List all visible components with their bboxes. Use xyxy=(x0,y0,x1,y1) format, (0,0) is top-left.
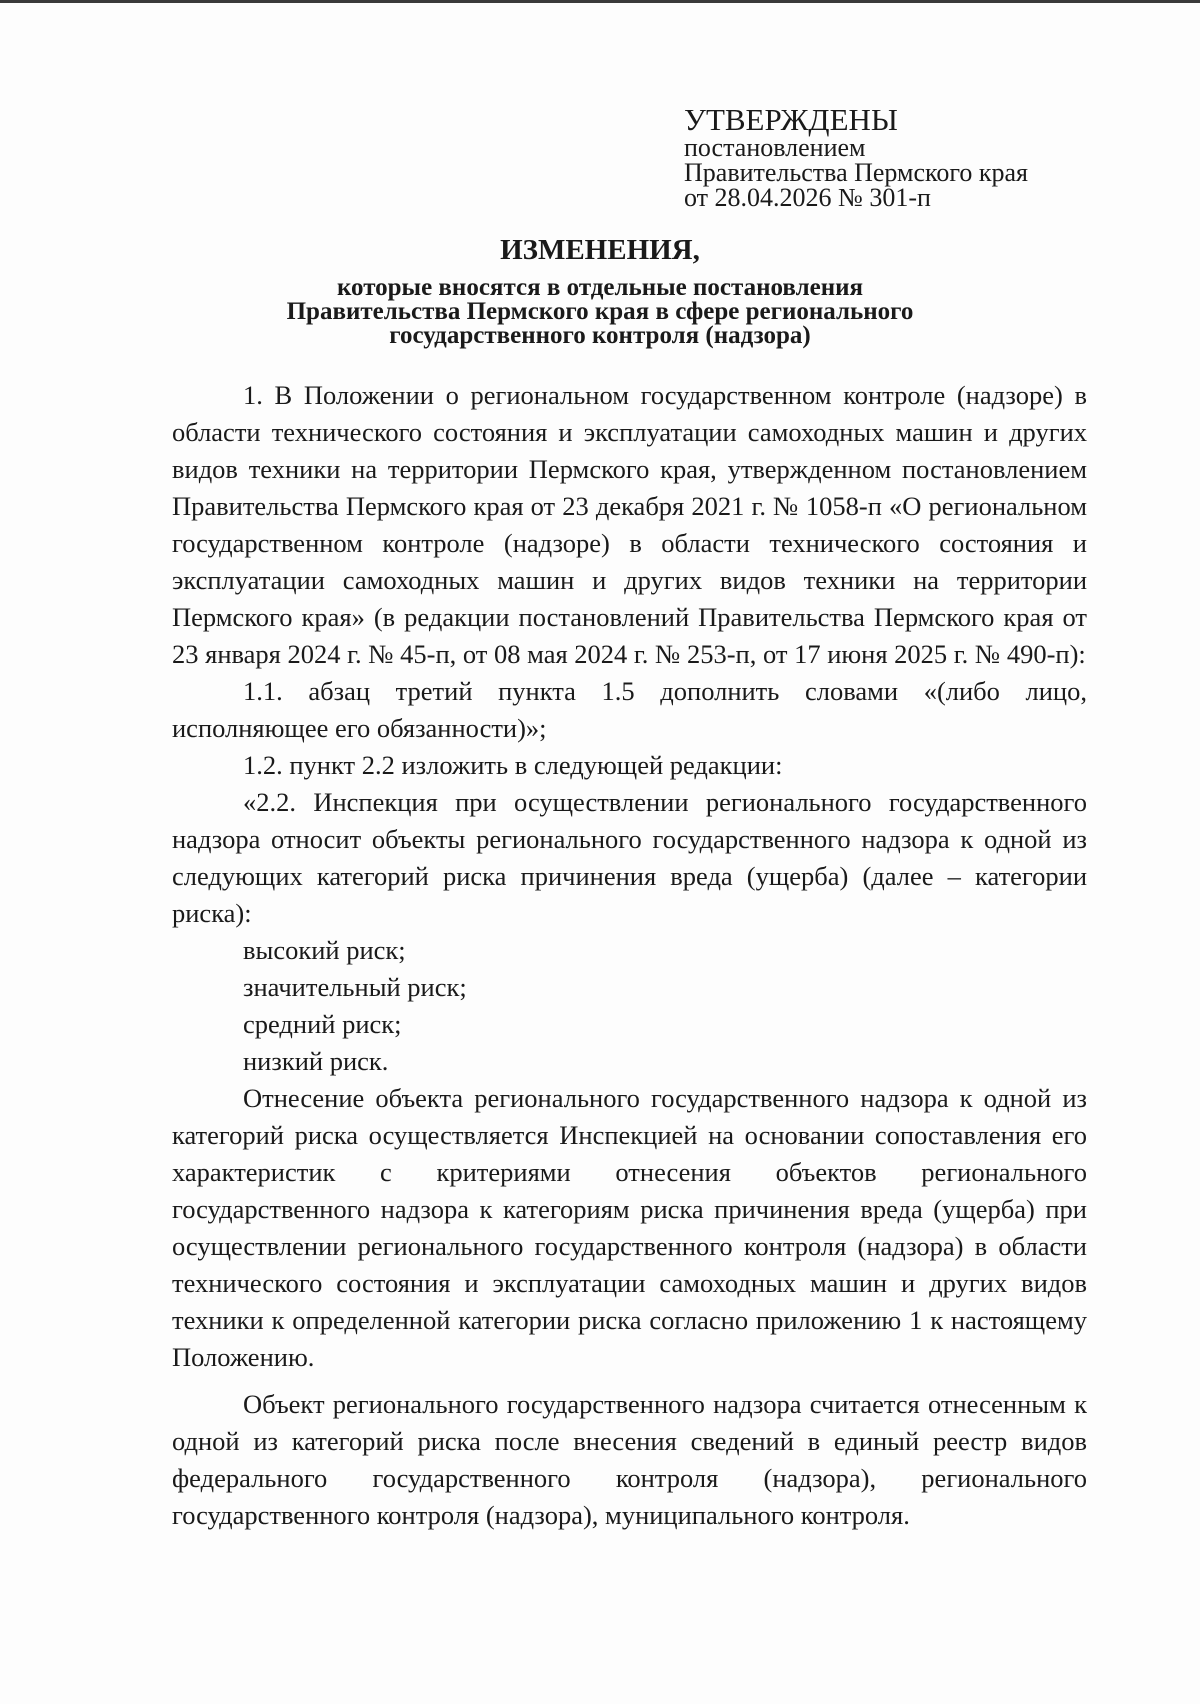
document-title: ИЗМЕНЕНИЯ, xyxy=(500,234,700,266)
approval-line-3: от 28.04.2026 № 301-п xyxy=(684,183,931,212)
document-body xyxy=(172,377,1087,1534)
approval-stamp-block xyxy=(684,104,1144,210)
document-subtitle xyxy=(0,276,1200,348)
subtitle-line-2: Правительства Пермского края в сфере регионального xyxy=(286,298,914,325)
paragraph-1: 1. В Положении о региональном государственном контроле (надзоре) в области технического состояния и эксплуатации самоходных машин и других видов техники на территории Пермского края, утвержденном постановлением Правительства Пермского края от 23 декабря 2021 г. № 1058-п «О региональном государственном контроле (надзоре) в области технического состояния и эксплуатации самоходных машин и других видов техники на территории Пермского края» (в редакции постановлений Правительства Пермского края от 23 января 2024 г. № 45-п, от 08 мая 2024 г. № 253-п, от 17 июня 2025 г. № 490-п): xyxy=(172,380,1087,669)
paragraph-2-2: «2.2. Инспекция при осуществлении регионального государственного надзора относит объекты регионального государственного надзора к одной из следующих категорий риска причинения вреда (ущерба) (далее – категории риска): xyxy=(172,787,1087,928)
subtitle-line-1: которые вносятся в отдельные постановления xyxy=(336,274,864,301)
approval-line-2: Правительства Пермского края xyxy=(684,158,1028,187)
paragraph-risk-assignment: Отнесение объекта регионального государственного надзора к одной из категорий риска осуществляется Инспекцией на основании сопоставления его характеристик с критериями отнесения объектов регионального государственного надзора к категориям риска причинения вреда (ущерба) при осуществлении регионального государственного контроля (надзора) в области технического состояния и эксплуатации самоходных машин и других видов техники к определенной категории риска согласно приложению 1 к настоящему Положению. xyxy=(172,1083,1087,1372)
paragraph-risk-registry: Объект регионального государственного надзора считается отнесенным к одной из категорий риска после внесения сведений в единый реестр видов федерального государственного контроля (надзора), регионального государственного контроля (надзора), муниципального контроля. xyxy=(172,1389,1087,1530)
risk-item-high: высокий риск; xyxy=(243,935,406,965)
paragraph-1-1: 1.1. абзац третий пункта 1.5 дополнить словами «(либо лицо, исполняющее его обязанности)»; xyxy=(172,676,1087,743)
risk-item-significant: значительный риск; xyxy=(243,972,467,1002)
paragraph-1-2: 1.2. пункт 2.2 изложить в следующей редакции: xyxy=(243,750,783,780)
approval-heading: УТВЕРЖДЕНЫ xyxy=(684,102,898,137)
risk-item-medium: средний риск; xyxy=(243,1009,402,1039)
risk-item-low: низкий риск. xyxy=(243,1046,389,1076)
subtitle-line-3: государственного контроля (надзора) xyxy=(389,322,811,349)
scan-edge xyxy=(0,0,1200,3)
approval-line-1: постановлением xyxy=(684,133,866,162)
